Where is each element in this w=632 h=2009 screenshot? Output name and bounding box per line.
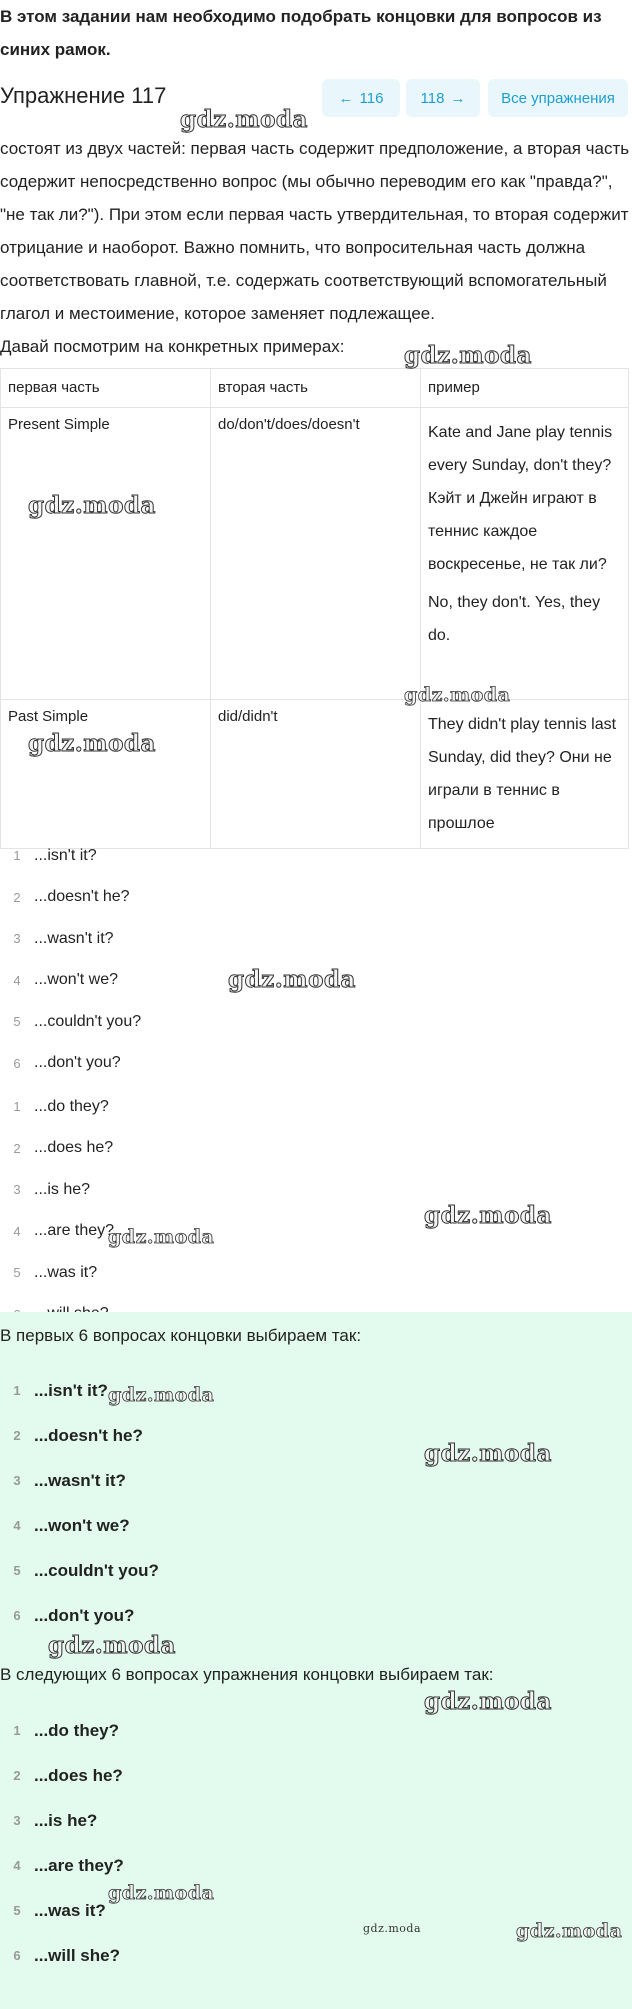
answer-heading-2: В следующих 6 вопросах упражнения концовки выбираем так: (0, 1665, 494, 1684)
answer-ending: ...was it? (34, 1900, 106, 1920)
watermark: gdz.moda (28, 492, 156, 519)
question-ending: ...doesn't he? (34, 888, 130, 906)
table-row (1, 700, 629, 849)
table-cell-example (421, 700, 629, 849)
list-item: 6 ...will she? (13, 1945, 120, 1965)
next-exercise-label: 118 (420, 89, 445, 107)
table-header: вторая часть (211, 369, 421, 408)
description (0, 132, 632, 363)
example-text: Kate and Jane play tennis every Sunday, don't they? Кэйт и Джейн играют в теннис каждое воскресенье, не так ли? (428, 424, 613, 573)
question-ending: ...wasn't it? (34, 929, 114, 947)
list-item: 2 ...does he? (13, 1765, 123, 1785)
prev-exercise-label: 116 (359, 89, 384, 107)
list-item: 2 ...doesn't he? (13, 1425, 143, 1445)
list-item: 2 ...does he? (13, 1139, 114, 1157)
list-item: 3 ...is he? (13, 1810, 98, 1830)
answer-ending: ...do they? (34, 1720, 119, 1740)
table-cell-first: Past Simple (1, 700, 211, 849)
list-item: 3 ...is he? (13, 1180, 91, 1198)
table-header: пример (421, 369, 629, 408)
answer-ending: ...does he? (34, 1765, 123, 1785)
example-answer: No, they don't. Yes, they do. (428, 594, 601, 644)
table-cell-second: do/don't/does/doesn't (211, 408, 421, 700)
watermark: gdz.moda (180, 106, 308, 133)
watermark: gdz.moda (108, 1226, 215, 1248)
answer-ending: ...will she? (34, 1945, 120, 1965)
watermark: gdz.moda (424, 1440, 552, 1467)
list-item: 1 ...isn't it? (13, 1380, 108, 1400)
all-exercises-label: Все упражнения (501, 89, 615, 107)
question-ending: ...is he? (34, 1180, 91, 1198)
question-ending: ...couldn't you? (34, 1012, 142, 1030)
answer-ending: ...are they? (34, 1855, 124, 1875)
next-exercise-button[interactable] (406, 79, 480, 117)
watermark: gdz.moda (424, 1688, 552, 1715)
description-lead: Давай посмотрим на конкретных примерах: (0, 337, 345, 356)
description-text: состоят из двух частей: первая часть содержит предположение, а вторая часть содержит непосредственно вопрос (мы обычно переводим его как "правда?", "не так ли?"). При этом если первая часть утвердительная, то вторая содержит отрицание и наоборот. Важно помнить, что вопросительная часть должна соответствовать главной, т.е. содержать соответствующий вспомогательный глагол и местоимение, которое заменяет подлежащее. (0, 139, 630, 323)
table-cell-example (421, 408, 629, 700)
watermark: gdz.moda (363, 1922, 422, 1935)
list-item: 4 ...won't we? (13, 1515, 130, 1535)
list-item: 4 ...won't we? (13, 971, 118, 989)
question-ending: ...isn't it? (34, 846, 97, 864)
prev-exercise-button[interactable] (322, 79, 400, 117)
question-list-1 (0, 835, 620, 1084)
question-ending: ...do they? (34, 1097, 109, 1115)
watermark: gdz.moda (108, 1882, 215, 1904)
answer-ending: ...wasn't it? (34, 1470, 126, 1490)
answer-ending: ...is he? (34, 1810, 98, 1830)
list-item: 2 ...doesn't he? (13, 888, 130, 906)
list-item: 1 ...do they? (13, 1720, 119, 1740)
answer-heading-1: В первых 6 вопросах концовки выбираем так: (0, 1326, 362, 1345)
list-item: 6 ...don't you? (13, 1605, 135, 1625)
exercise-title: Упражнение 117 (0, 83, 167, 108)
watermark: gdz.moda (404, 342, 532, 369)
answer-ending: ...couldn't you? (34, 1560, 159, 1580)
grammar-table (0, 368, 629, 849)
table-cell-first: Present Simple (1, 408, 211, 700)
list-item: 1 ...isn't it? (13, 846, 97, 864)
arrow-left-icon: ← (338, 89, 354, 107)
watermark: gdz.moda (424, 1202, 552, 1229)
question-ending: ...are they? (34, 1222, 115, 1240)
answer-list-2 (0, 1708, 623, 1978)
list-item: 3 ...wasn't it? (13, 929, 114, 947)
answer-section (0, 1312, 632, 2009)
watermark: gdz.moda (48, 1632, 176, 1659)
question-list-2 (0, 1086, 620, 1335)
watermark: gdz.moda (28, 730, 156, 757)
answer-ending: ...don't you? (34, 1605, 135, 1625)
list-item: 4 ...are they? (13, 1855, 124, 1875)
answer-ending: ...doesn't he? (34, 1425, 143, 1445)
table-cell-second: did/didn't (211, 700, 421, 849)
question-ending: ...does he? (34, 1139, 114, 1157)
list-item: 6 ...don't you? (13, 1054, 121, 1072)
intro-text: В этом задании нам необходимо подобрать концовки для вопросов из синих рамок. (0, 7, 602, 59)
watermark: gdz.moda (516, 1920, 623, 1942)
table-header: первая часть (1, 369, 211, 408)
list-item: 4 ...are they? (13, 1222, 115, 1240)
list-item: 1 ...do they? (13, 1097, 109, 1115)
list-item: 5 ...couldn't you? (13, 1560, 159, 1580)
list-item: 5 ...was it? (13, 1263, 98, 1281)
list-item: 5 ...couldn't you? (13, 1012, 142, 1030)
all-exercises-button[interactable] (488, 79, 628, 117)
example-text: They didn't play tennis last Sunday, did they? Они не играли в теннис в прошлое (428, 716, 617, 832)
list-item: 3 ...wasn't it? (13, 1470, 126, 1490)
table-row (1, 408, 629, 700)
answer-ending: ...isn't it? (34, 1380, 108, 1400)
table-header-row (1, 369, 629, 408)
question-ending: ...won't we? (34, 971, 118, 989)
list-item: 5 ...was it? (13, 1900, 106, 1920)
watermark: gdz.moda (228, 966, 356, 993)
answer-ending: ...won't we? (34, 1515, 130, 1535)
watermark: gdz.moda (404, 684, 511, 706)
watermark: gdz.moda (108, 1384, 215, 1406)
arrow-right-icon: → (450, 89, 466, 107)
question-ending: ...don't you? (34, 1054, 121, 1072)
answer-list-1 (0, 1368, 620, 1638)
question-ending: ...was it? (34, 1263, 98, 1281)
